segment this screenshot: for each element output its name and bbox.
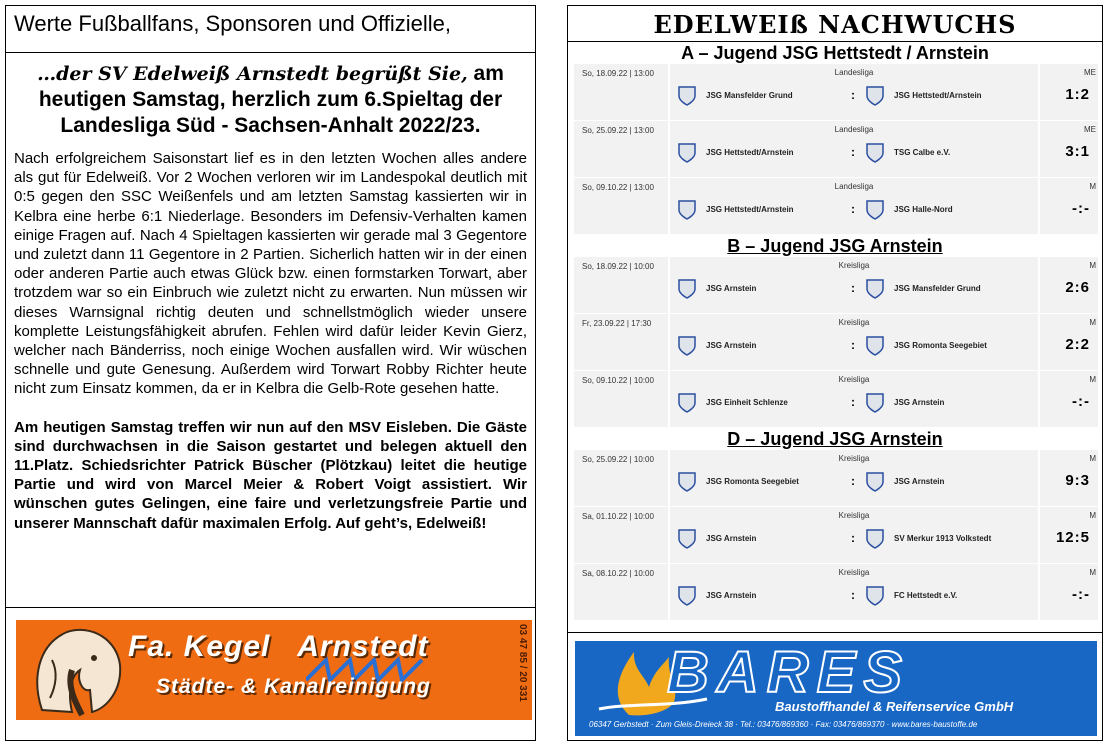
match-date: So, 25.09.22 | 13:00 — [574, 121, 668, 177]
away-team-name: FC Hettstedt e.V. — [894, 591, 958, 600]
match-corner-label: M — [1089, 568, 1096, 577]
match-teams — [670, 178, 1038, 234]
match-corner-label: M — [1089, 375, 1096, 384]
home-team-name: JSG Mansfelder Grund — [706, 91, 793, 100]
match-row[interactable] — [570, 64, 1100, 121]
greeting-club-name: …der SV Edelweiß Arnstedt begrüßt Sie, — [37, 63, 468, 85]
vs-separator: : — [851, 474, 855, 488]
match-date: So, 25.09.22 | 10:00 — [574, 450, 668, 506]
match-league: Landesliga — [834, 182, 874, 191]
away-team-name: JSG Arnstein — [894, 398, 945, 407]
match-score-box — [1040, 450, 1098, 506]
match-score: -:- — [1072, 393, 1090, 410]
away-team-name: JSG Romonta Seegebiet — [894, 341, 987, 350]
bares-banner — [575, 641, 1097, 736]
match-date: Sa, 01.10.22 | 10:00 — [574, 507, 668, 563]
kegel-company-name: Fa. Kegel Arnstedt — [128, 630, 429, 663]
match-date: Sa, 08.10.22 | 10:00 — [574, 564, 668, 620]
kegel-phone: 03 47 85 / 20 331 — [517, 624, 528, 702]
sponsor-ad-kegel — [6, 607, 535, 740]
home-team-name: JSG Arnstein — [706, 591, 757, 600]
away-team-crest-icon — [866, 143, 884, 163]
bares-subtitle: Baustoffhandel & Reifenservice GmbH — [775, 699, 1014, 714]
away-team-name: JSG Halle-Nord — [894, 205, 953, 214]
home-team-crest-icon — [678, 336, 696, 356]
match-corner-label: M — [1089, 182, 1096, 191]
home-team-name: JSG Hettstedt/Arnstein — [706, 148, 794, 157]
match-corner-label: M — [1089, 261, 1096, 270]
match-league: Kreisliga — [838, 375, 870, 384]
match-teams — [670, 371, 1038, 427]
kegel-service: Städte- & Kanalreinigung — [156, 675, 431, 698]
match-league: Landesliga — [834, 68, 874, 77]
away-team-crest-icon — [866, 529, 884, 549]
away-team-crest-icon — [866, 586, 884, 606]
match-date: So, 09.10.22 | 13:00 — [574, 178, 668, 234]
match-league: Kreisliga — [838, 454, 870, 463]
match-score-box — [1040, 314, 1098, 370]
home-team-name: JSG Arnstein — [706, 341, 757, 350]
away-team-crest-icon — [866, 472, 884, 492]
match-score: 2:6 — [1065, 279, 1090, 296]
match-teams — [670, 507, 1038, 563]
match-row[interactable] — [570, 507, 1100, 564]
match-row[interactable] — [570, 314, 1100, 371]
home-team-name: JSG Einheit Schlenze — [706, 398, 788, 407]
match-score: 12:5 — [1055, 529, 1090, 546]
away-team-name: SV Merkur 1913 Volkstedt — [894, 534, 992, 543]
match-date: So, 18.09.22 | 13:00 — [574, 64, 668, 120]
results-sections — [568, 42, 1102, 621]
home-team-name: JSG Arnstein — [706, 284, 757, 293]
match-teams — [670, 564, 1038, 620]
welcome-article-panel — [5, 5, 536, 741]
away-team-crest-icon — [866, 200, 884, 220]
sponsor-ad-bares — [568, 632, 1102, 740]
match-score: 3:1 — [1065, 143, 1090, 160]
match-score: 9:3 — [1065, 472, 1090, 489]
match-league: Kreisliga — [838, 261, 870, 270]
match-score: 1:2 — [1065, 86, 1090, 103]
match-score: -:- — [1072, 200, 1090, 217]
vs-separator: : — [851, 202, 855, 216]
vs-separator: : — [851, 531, 855, 545]
match-teams — [670, 257, 1038, 313]
match-score-box — [1040, 507, 1098, 563]
vs-separator: : — [851, 338, 855, 352]
match-score: -:- — [1072, 586, 1090, 603]
away-team-name: TSG Calbe e.V. — [894, 148, 951, 157]
match-date: So, 09.10.22 | 10:00 — [574, 371, 668, 427]
match-row[interactable] — [570, 178, 1100, 235]
home-team-crest-icon — [678, 586, 696, 606]
page-title: Werte Fußballfans, Sponsoren und Offizielle, — [6, 6, 535, 53]
match-league: Landesliga — [834, 125, 874, 134]
elephant-logo-icon — [22, 620, 132, 720]
home-team-crest-icon — [678, 472, 696, 492]
match-teams — [670, 64, 1038, 120]
home-team-crest-icon — [678, 143, 696, 163]
match-row[interactable] — [570, 257, 1100, 314]
match-corner-label: ME — [1084, 68, 1096, 77]
section-title: A – Jugend JSG Hettstedt / Arnstein — [681, 43, 989, 63]
home-team-crest-icon — [678, 529, 696, 549]
match-row[interactable] — [570, 450, 1100, 507]
section-title: D – Jugend JSG Arnstein — [727, 429, 943, 449]
article-paragraph-1: Nach erfolgreichem Saisonstart lief es in den letzten Wochen alles andere als gut für Edelweiß. Vor 2 Wochen verloren wir im Landespokal deutlich mit 0:5 gegen den SSC Weißenfels und am letzten Samstag kassierten wir in Kelbra eine herbe 6:1 Niederlage. Besonders im Defensiv-Verhalten kamen einige Fragen auf. Nach 4 Spieltagen kassierten wir gerade mal 3 Gegentore und zuletzt dann 11 Gegentore in 2 Partien. Sicherlich hatten wir in der einen oder anderen Partie auch etwas Glück bzw. einen formstarken Torwart, aber trotzdem war so ein Einbruch wie zuletzt nicht zu erwarten. Nun müssen wir dieses Warnsignal richtig deuten und schnellstmöglich wieder unsere komplette Leistungsfähigkeit abrufen. Fehlen wird dafür leider Kevin Gierz, welcher nach Bänderriss, noch einige Wochen ausfallen wird. Wir wüschen schnelle und gute Genesung. Außerdem wird Torwart Robby Richter heute nicht zum Einsatz kommen, da er in Kelbra die Gelb-Rote gesehen hatte. — [14, 150, 527, 398]
match-row[interactable] — [570, 564, 1100, 621]
article-body — [6, 139, 535, 533]
match-score-box — [1040, 64, 1098, 120]
bares-brand: BARES — [667, 641, 911, 705]
vs-separator: : — [851, 588, 855, 602]
away-team-name: JSG Arnstein — [894, 477, 945, 486]
home-team-crest-icon — [678, 86, 696, 106]
match-row[interactable] — [570, 121, 1100, 178]
match-corner-label: M — [1089, 318, 1096, 327]
home-team-name: JSG Arnstein — [706, 534, 757, 543]
kegel-banner — [16, 620, 532, 720]
home-team-crest-icon — [678, 200, 696, 220]
match-league: Kreisliga — [838, 511, 870, 520]
match-score-box — [1040, 257, 1098, 313]
vs-separator: : — [851, 395, 855, 409]
greeting-heading — [6, 53, 535, 139]
match-corner-label: M — [1089, 511, 1096, 520]
away-team-crest-icon — [866, 336, 884, 356]
match-corner-label: M — [1089, 454, 1096, 463]
away-team-crest-icon — [866, 279, 884, 299]
greeting-rest: am heutigen Samstag, herzlich zum 6.Spieltag der Landesliga Süd - Sachsen-Anhalt 2022/23. — [38, 62, 504, 137]
vs-separator: : — [851, 145, 855, 159]
match-date: So, 18.09.22 | 10:00 — [574, 257, 668, 313]
youth-results-panel — [567, 5, 1103, 741]
match-score-box — [1040, 371, 1098, 427]
match-corner-label: ME — [1084, 125, 1096, 134]
vs-separator: : — [851, 88, 855, 102]
match-teams — [670, 314, 1038, 370]
match-league: Kreisliga — [838, 568, 870, 577]
match-row[interactable] — [570, 371, 1100, 428]
match-score: 2:2 — [1065, 336, 1090, 353]
home-team-name: JSG Romonta Seegebiet — [706, 477, 799, 486]
match-teams — [670, 121, 1038, 177]
match-score-box — [1040, 178, 1098, 234]
match-league: Kreisliga — [838, 318, 870, 327]
match-teams — [670, 450, 1038, 506]
match-score-box — [1040, 121, 1098, 177]
away-team-name: JSG Mansfelder Grund — [894, 284, 981, 293]
home-team-name: JSG Hettstedt/Arnstein — [706, 205, 794, 214]
home-team-crest-icon — [678, 279, 696, 299]
article-paragraph-2: Am heutigen Samstag treffen wir nun auf den MSV Eisleben. Die Gäste sind durchwachsen in die Saison gestartet und belegen aktuell den 11.Platz. Schiedsrichter Patrick Büscher (Plötzkau) leitet die heutige Partie und wird von Marcel Meier & Robert Voigt assistiert. Wir wünschen gutes Gelingen, eine faire und verletzungsfreie Partie und unserer Mannschaft dafür maximalen Erfolg. Auf geht’s, Edelweiß! — [14, 418, 527, 532]
vs-separator: : — [851, 281, 855, 295]
home-team-crest-icon — [678, 393, 696, 413]
match-date: Fr, 23.09.22 | 17:30 — [574, 314, 668, 370]
match-score-box — [1040, 564, 1098, 620]
away-team-crest-icon — [866, 393, 884, 413]
bares-address: 06347 Gerbstedt · Zum Gleis-Dreieck 38 · Tel.: 03476/869360 · Fax: 03476/869370 · www.bares-baustoffe.de — [589, 720, 978, 729]
youth-title: EDELWEIß NACHWUCHS — [568, 6, 1102, 42]
away-team-name: JSG Hettstedt/Arnstein — [894, 91, 982, 100]
section-title: B – Jugend JSG Arnstein — [727, 236, 943, 256]
away-team-crest-icon — [866, 86, 884, 106]
